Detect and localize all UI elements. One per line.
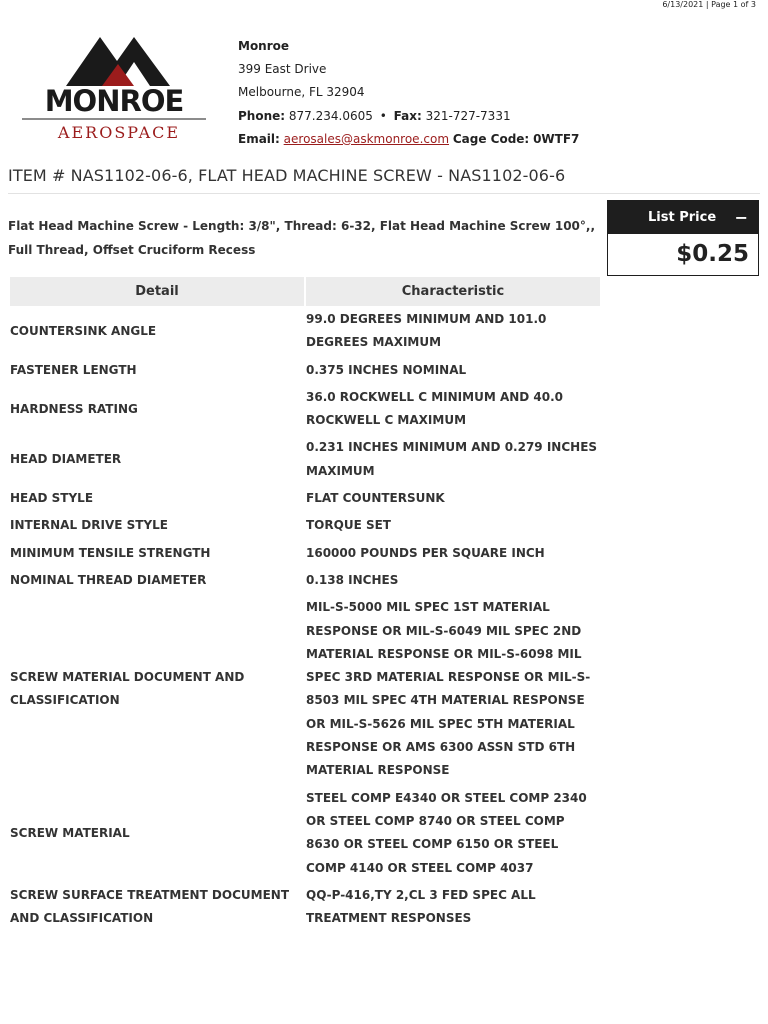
table-row [10,434,600,485]
table-row [10,384,600,435]
table-row [10,357,600,384]
detail-cell: SCREW MATERIAL DOCUMENT AND CLASSIFICATION [10,670,245,708]
address-line-1: 399 East Drive [238,62,327,77]
characteristic-cell: 160000 POUNDS PER SQUARE INCH [306,545,545,560]
characteristic-cell: 0.138 INCHES [306,572,399,587]
detail-cell: MINIMUM TENSILE STRENGTH [10,545,211,560]
email-link[interactable]: aerosales@askmonroe.com [283,131,450,146]
detail-cell: COUNTERSINK ANGLE [10,323,157,338]
detail-cell: HEAD STYLE [10,491,94,506]
phone-label: Phone: [238,108,286,123]
characteristic-cell: 99.0 DEGREES MINIMUM AND 101.0 DEGREES MAXIMUM [306,312,547,350]
detail-cell: HEAD DIAMETER [10,452,122,467]
detail-cell: NOMINAL THREAD DIAMETER [10,572,207,587]
table-header-row [10,277,600,306]
table-row [10,785,600,882]
collapse-icon[interactable]: − [734,208,748,227]
column-header-detail: Detail [10,277,304,306]
table-row [10,512,600,539]
logo-subtext: AEROSPACE [57,123,181,142]
price-panel [607,200,759,276]
cage-code-label: Cage Code: [452,131,530,146]
table-row [10,306,600,357]
characteristic-cell: TORQUE SET [306,518,391,533]
table-row [10,485,600,512]
detail-cell: HARDNESS RATING [10,401,138,416]
spec-table [8,277,602,932]
list-price-value: $0.25 [676,241,749,267]
bullet-separator: • [379,108,387,123]
characteristic-cell: 0.231 INCHES MINIMUM AND 0.279 INCHES MAXIMUM [306,440,598,478]
characteristic-cell: MIL-S-5000 MIL SPEC 1ST MATERIAL RESPONSE OR MIL-S-6049 MIL SPEC 2ND MATERIAL RESPONSE OR MIL-S-6098 MIL SPEC 3RD MATERIAL RESPONSE OR MIL-S-8503 MIL SPEC 4TH MATERIAL RESPONSE OR MIL-S-5626 MIL SPEC 5TH MATERIAL RESPONSE OR AMS 6300 ASSN STD 6TH MATERIAL RESPONSE [306,600,591,778]
company-logo [14,34,214,144]
detail-cell: INTERNAL DRIVE STYLE [10,518,168,533]
fax-value: 321-727-7331 [425,108,511,123]
characteristic-cell: QQ-P-416,TY 2,CL 3 FED SPEC ALL TREATMENT RESPONSES [306,887,536,926]
email-label: Email: [238,131,280,146]
fax-label: Fax: [393,108,422,123]
characteristic-cell: 0.375 INCHES NOMINAL [306,362,467,377]
address-line-2: Melbourne, FL 32904 [238,85,365,100]
company-name: Monroe [238,39,290,53]
detail-cell: SCREW MATERIAL [10,825,130,840]
column-header-characteristic: Characteristic [306,277,600,306]
detail-cell: SCREW SURFACE TREATMENT DOCUMENT AND CLASSIFICATION [10,887,290,926]
table-row [10,882,600,933]
title-divider [8,193,760,194]
date-page-label: 6/13/2021 | Page 1 of 3 [662,0,756,9]
table-row [10,567,600,594]
characteristic-cell: STEEL COMP E4340 OR STEEL COMP 2340 OR STEEL COMP 8740 OR STEEL COMP 8630 OR STEEL COMP 6150 OR STEEL COMP 4140 OR STEEL COMP 4037 [306,790,587,875]
cage-code-value: 0WTF7 [533,131,580,146]
phone-value: 877.234.0605 [288,108,373,123]
email-line [238,128,579,151]
characteristic-cell: FLAT COUNTERSUNK [306,491,445,506]
item-description: Flat Head Machine Screw - Length: 3/8", Thread: 6-32, Flat Head Machine Screw 100°,, Full Thread, Offset Cruciform Recess [8,219,596,257]
table-row [10,540,600,567]
price-panel-header[interactable] [608,201,758,234]
company-info [238,35,579,151]
contact-line [238,105,579,128]
logo-wordmark: MONROE [44,84,184,118]
detail-cell: FASTENER LENGTH [10,362,137,377]
table-row [10,594,600,784]
item-title: ITEM # NAS1102-06-6, FLAT HEAD MACHINE SCREW - NAS1102-06-6 [8,166,566,185]
list-price-label: List Price [648,210,717,225]
characteristic-cell: 36.0 ROCKWELL C MINIMUM AND 40.0 ROCKWELL C MAXIMUM [306,389,564,428]
